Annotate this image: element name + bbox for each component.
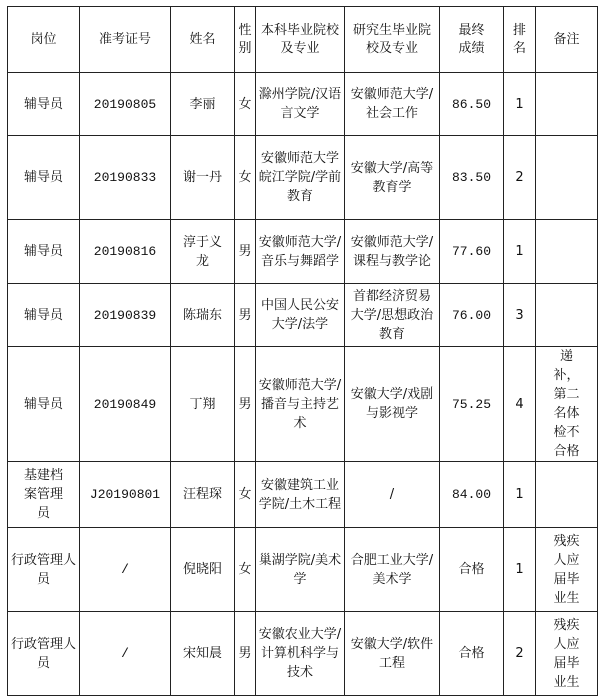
cell-score: 75.25 [440, 347, 504, 462]
cell-rank: 4 [504, 347, 536, 462]
cell-note: 残疾人应届毕业生 [536, 528, 598, 612]
cell-note [536, 136, 598, 220]
cell-position: 基建档案管理员 [8, 462, 80, 528]
cell-note [536, 220, 598, 284]
cell-undergrad: 安徽建筑工业学院/土木工程 [256, 462, 345, 528]
table-row [8, 612, 598, 696]
cell-rank: 2 [504, 612, 536, 696]
table-row [8, 347, 598, 462]
cell-rank: 1 [504, 528, 536, 612]
table-row [8, 462, 598, 528]
cell-undergrad: 安徽师范大学/播音与主持艺术 [256, 347, 345, 462]
cell-exam-no: 20190805 [80, 73, 171, 136]
cell-position: 行政管理人员 [8, 612, 80, 696]
cell-rank: 1 [504, 220, 536, 284]
cell-score: 84.00 [440, 462, 504, 528]
cell-position: 辅导员 [8, 220, 80, 284]
cell-rank: 2 [504, 136, 536, 220]
cell-note [536, 73, 598, 136]
cell-exam-no: 20190849 [80, 347, 171, 462]
header-note: 备注 [536, 7, 598, 73]
cell-name: 汪程琛 [171, 462, 235, 528]
header-position: 岗位 [8, 7, 80, 73]
table-row [8, 284, 598, 347]
header-row [8, 7, 598, 73]
header-undergrad: 本科毕业院校及专业 [256, 7, 345, 73]
cell-note: 残疾人应届毕业生 [536, 612, 598, 696]
cell-exam-no: 20190833 [80, 136, 171, 220]
cell-score: 77.60 [440, 220, 504, 284]
cell-grad: 安徽师范大学/课程与教学论 [345, 220, 440, 284]
cell-rank: 1 [504, 73, 536, 136]
header-rank: 排名 [504, 7, 536, 73]
cell-note [536, 284, 598, 347]
cell-undergrad: 滁州学院/汉语言文学 [256, 73, 345, 136]
header-name: 姓名 [171, 7, 235, 73]
cell-gender: 男 [235, 347, 256, 462]
cell-undergrad: 中国人民公安大学/法学 [256, 284, 345, 347]
cell-undergrad: 安徽师范大学/音乐与舞蹈学 [256, 220, 345, 284]
cell-score: 合格 [440, 528, 504, 612]
cell-gender: 女 [235, 136, 256, 220]
cell-rank: 1 [504, 462, 536, 528]
cell-grad: 安徽大学/戏剧与影视学 [345, 347, 440, 462]
cell-name: 李丽 [171, 73, 235, 136]
cell-grad: 合肥工业大学/美术学 [345, 528, 440, 612]
cell-name: 宋知晨 [171, 612, 235, 696]
cell-exam-no: 20190839 [80, 284, 171, 347]
cell-score: 83.50 [440, 136, 504, 220]
cell-rank: 3 [504, 284, 536, 347]
cell-name: 谢一丹 [171, 136, 235, 220]
cell-gender: 女 [235, 528, 256, 612]
table-row [8, 136, 598, 220]
cell-gender: 女 [235, 462, 256, 528]
cell-name: 淳于义龙 [171, 220, 235, 284]
cell-gender: 男 [235, 220, 256, 284]
cell-position: 辅导员 [8, 284, 80, 347]
cell-note [536, 462, 598, 528]
cell-position: 行政管理人员 [8, 528, 80, 612]
table-row [8, 220, 598, 284]
cell-grad: 安徽师范大学/社会工作 [345, 73, 440, 136]
cell-name: 陈瑞东 [171, 284, 235, 347]
cell-position: 辅导员 [8, 347, 80, 462]
table-row [8, 73, 598, 136]
cell-exam-no: 20190816 [80, 220, 171, 284]
header-exam-no: 准考证号 [80, 7, 171, 73]
cell-grad: 安徽大学/高等教育学 [345, 136, 440, 220]
cell-exam-no: / [80, 528, 171, 612]
cell-name: 倪晓阳 [171, 528, 235, 612]
results-table [7, 6, 598, 696]
cell-position: 辅导员 [8, 136, 80, 220]
cell-name: 丁翔 [171, 347, 235, 462]
cell-grad: / [345, 462, 440, 528]
cell-note: 递补，第二名体检不合格 [536, 347, 598, 462]
cell-score: 76.00 [440, 284, 504, 347]
cell-position: 辅导员 [8, 73, 80, 136]
cell-grad: 首都经济贸易大学/思想政治教育 [345, 284, 440, 347]
cell-undergrad: 巢湖学院/美术学 [256, 528, 345, 612]
cell-undergrad: 安徽师范大学皖江学院/学前教育 [256, 136, 345, 220]
table-row [8, 528, 598, 612]
cell-grad: 安徽大学/软件工程 [345, 612, 440, 696]
cell-gender: 男 [235, 612, 256, 696]
header-gender: 性别 [235, 7, 256, 73]
cell-exam-no: J20190801 [80, 462, 171, 528]
header-score: 最终成绩 [440, 7, 504, 73]
cell-score: 合格 [440, 612, 504, 696]
cell-score: 86.50 [440, 73, 504, 136]
cell-undergrad: 安徽农业大学/计算机科学与技术 [256, 612, 345, 696]
cell-gender: 女 [235, 73, 256, 136]
cell-gender: 男 [235, 284, 256, 347]
header-grad: 研究生毕业院校及专业 [345, 7, 440, 73]
cell-exam-no: / [80, 612, 171, 696]
